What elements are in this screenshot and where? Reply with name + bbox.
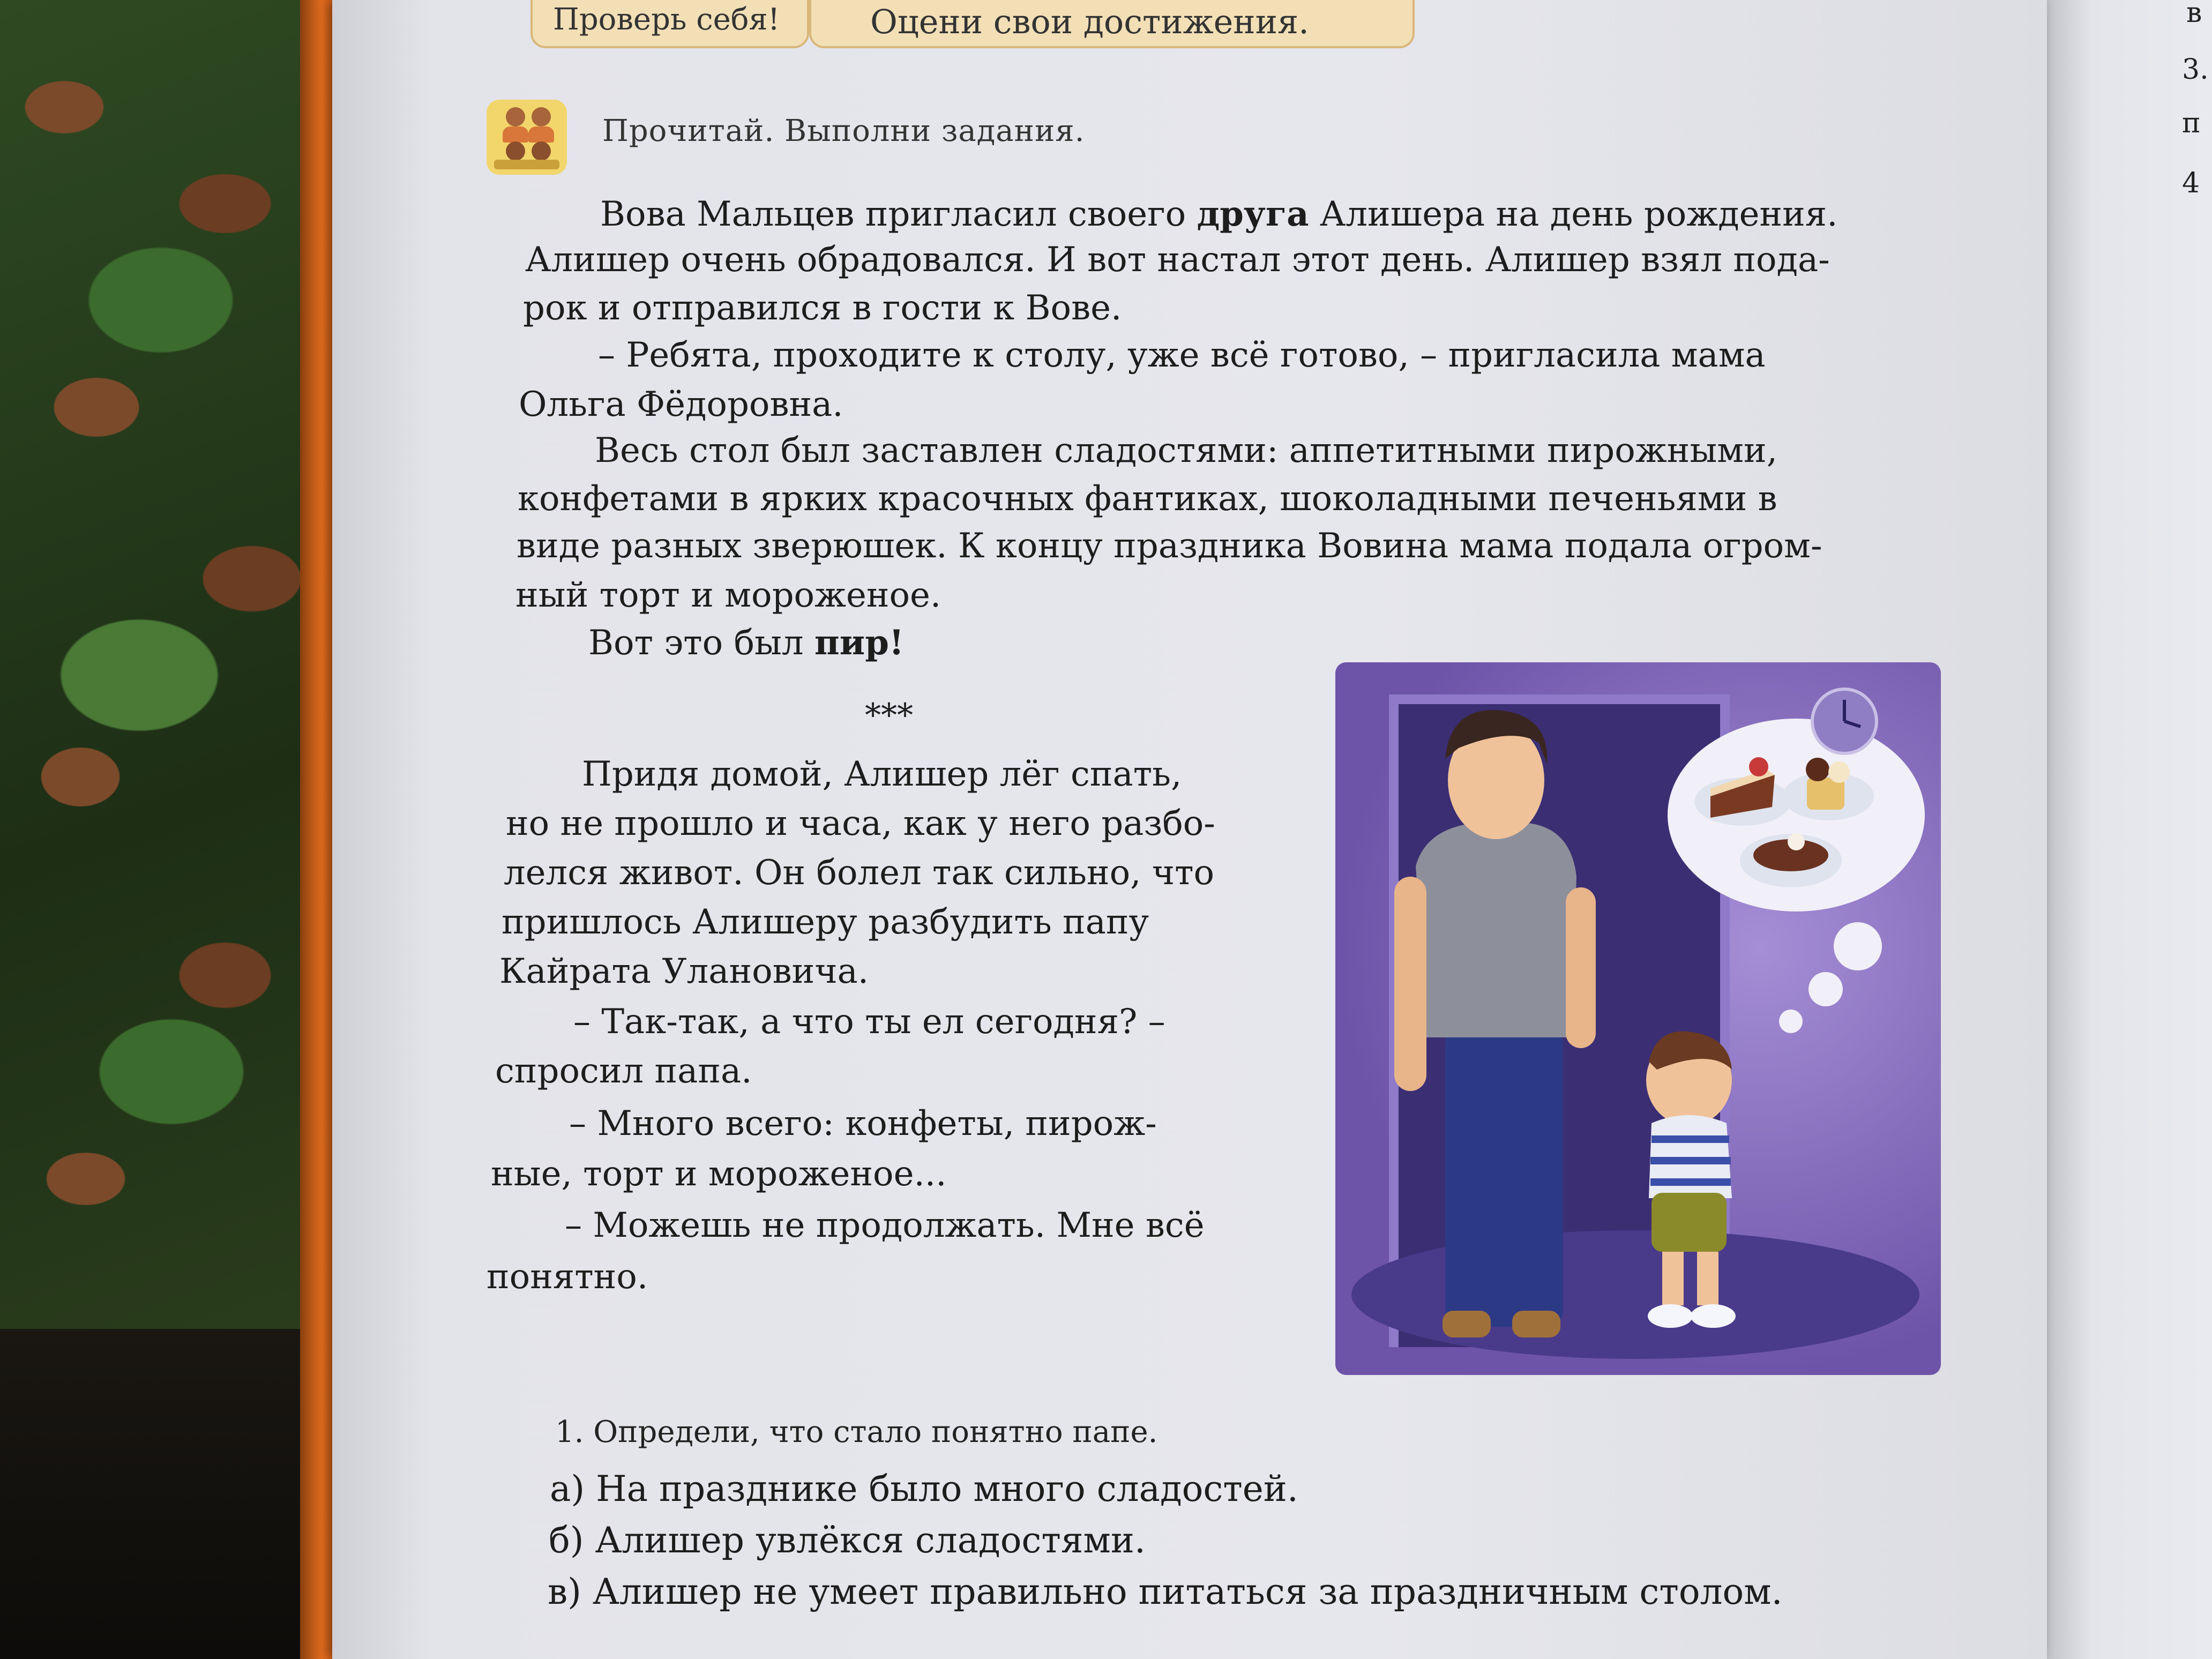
right-page-fragment: п xyxy=(2182,107,2201,139)
check-yourself-tab xyxy=(530,0,809,48)
story-line: – Можешь не продолжать. Мне всё xyxy=(565,1206,1205,1245)
story-line: Ольга Фёдоровна. xyxy=(519,385,843,424)
story-line: рок и отправился в гости к Вове. xyxy=(523,288,1122,328)
story-line: виде разных зверюшек. К концу праздника Вовина мама подала огром- xyxy=(517,526,1822,566)
story-illustration xyxy=(1335,662,1941,1375)
instruction-text: Прочитай. Выполни задания. xyxy=(602,114,1085,148)
story-line: Алишер очень обрадовался. И вот настал этот день. Алишер взял пода- xyxy=(525,240,1830,280)
story-line: но не прошло и часа, как у него разбо- xyxy=(506,804,1215,843)
bold-word: друга xyxy=(1197,194,1309,234)
answer-option: б) Алишер увлёкся сладостями. xyxy=(549,1520,1146,1561)
tab-label: Проверь себя! xyxy=(553,2,780,37)
right-page-fragment: в xyxy=(2186,0,2202,29)
father-and-son-drawing xyxy=(1335,662,1941,1375)
answer-option: а) На празднике было много сладостей. xyxy=(550,1468,1298,1509)
story-line: ный торт и мороженое. xyxy=(515,576,941,615)
story-line: пришлось Алишеру разбудить папу xyxy=(502,902,1149,942)
right-page xyxy=(2042,0,2212,1659)
assess-achievements-tab xyxy=(809,0,1415,48)
story-line: Вот это был пир! xyxy=(588,623,905,663)
story-line: ные, торт и мороженое... xyxy=(491,1154,947,1194)
tab-label: Оцени свои достижения. xyxy=(870,2,1309,41)
right-page-fragment: 3. xyxy=(2182,54,2209,86)
story-line: – Много всего: конфеты, пирож- xyxy=(569,1104,1157,1144)
story-line: лелся живот. Он болел так сильно, что xyxy=(504,853,1215,893)
right-page-fragment: 4 xyxy=(2182,167,2200,199)
story-line: Кайрата Улановича. xyxy=(499,952,869,991)
section-separator: *** xyxy=(865,697,913,734)
story-line: конфетами в ярких красочных фантиках, шоколадными печеньями в xyxy=(518,479,1777,519)
story-line: спросил папа. xyxy=(495,1051,752,1091)
story-line: – Ребята, проходите к столу, уже всё готово, – пригласила мама xyxy=(598,335,1766,375)
story-line: Вова Мальцев пригласил своего друга Алишера на день рождения. xyxy=(600,194,1838,234)
story-line: Придя домой, Алишер лёг спать, xyxy=(582,754,1182,794)
dark-background xyxy=(0,1329,343,1659)
pair-work-icon xyxy=(487,100,567,175)
bold-word: пир! xyxy=(814,623,905,663)
story-line: Весь стол был заставлен сладостями: аппетитными пирожными, xyxy=(595,431,1778,470)
task-question: 1. Определи, что стало понятно папе. xyxy=(555,1415,1158,1449)
tablecloth-background xyxy=(0,0,343,1329)
story-line: понятно. xyxy=(487,1257,648,1297)
answer-option: в) Алишер не умеет правильно питаться за праздничным столом. xyxy=(548,1571,1783,1612)
story-line: – Так-так, а что ты ел сегодня? – xyxy=(573,1002,1165,1042)
